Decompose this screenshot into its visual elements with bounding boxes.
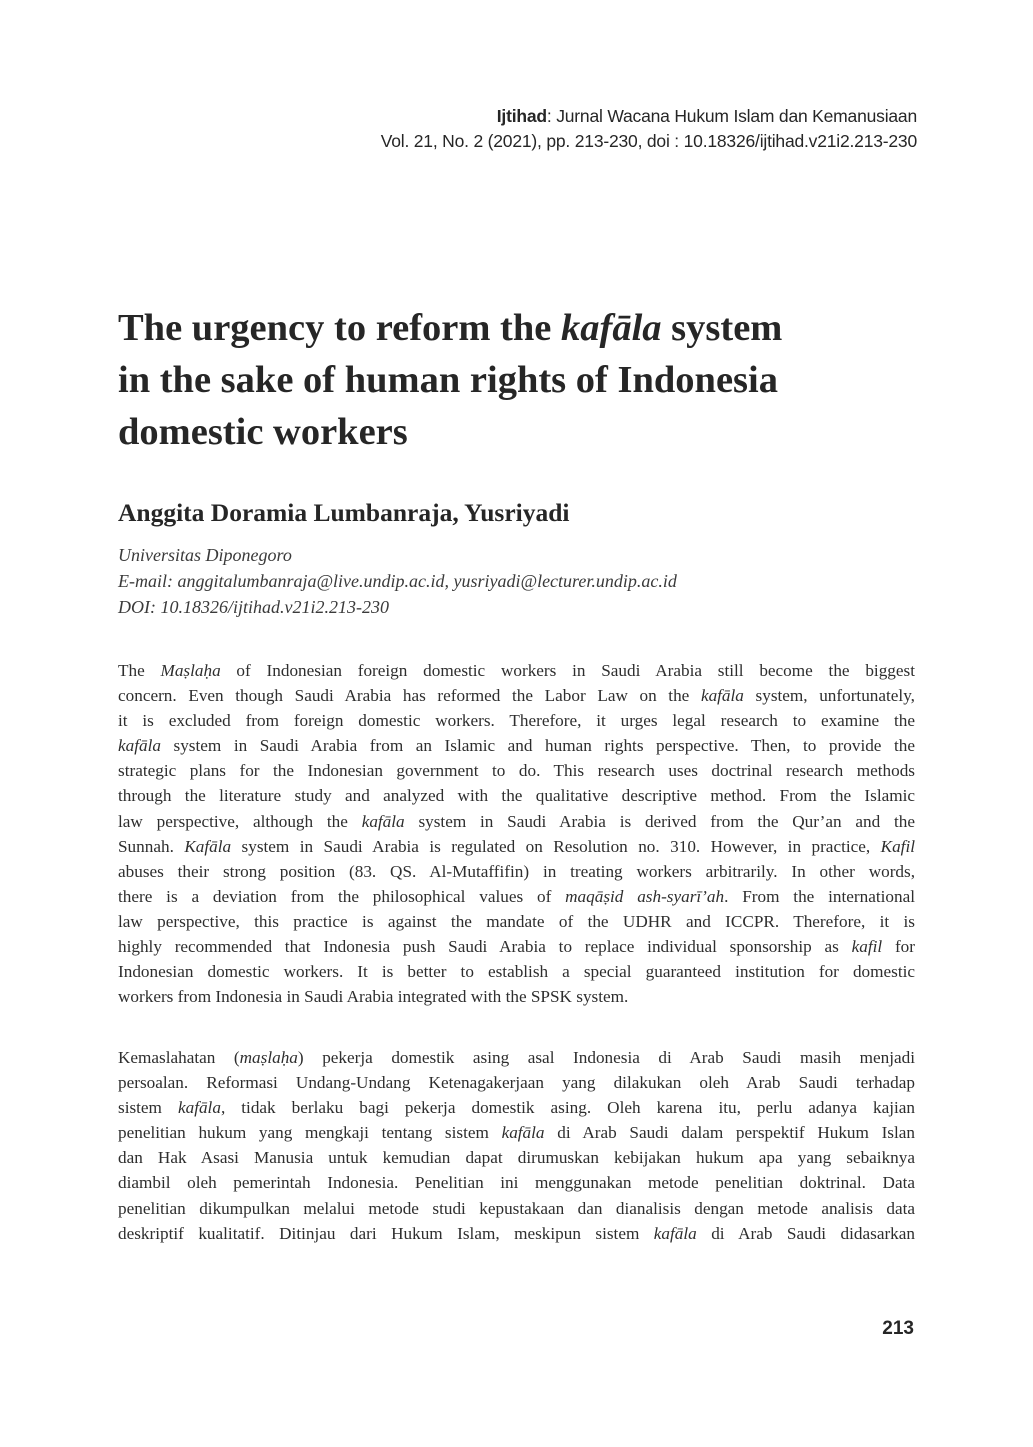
abstract-text: law perspective, this practice is against the mandate of the UDHR and ICCPR. Therefore, it is bbox=[118, 911, 915, 931]
title-line-2: in the sake of human rights of Indonesia bbox=[118, 359, 778, 401]
title-text: The urgency to reform the bbox=[118, 307, 561, 349]
article-title bbox=[118, 302, 918, 458]
abstract-indonesian bbox=[118, 1045, 915, 1246]
abstract-line bbox=[118, 783, 915, 808]
italic-term: maṣlaḥa bbox=[239, 1048, 298, 1067]
abstract-text: persoalan. Reformasi Undang-Undang Ketenagakerjaan yang dilakukan oleh Arab Saudi terhadap bbox=[118, 1073, 915, 1093]
italic-term: kafāla bbox=[653, 1223, 697, 1243]
abstract-line bbox=[118, 809, 915, 834]
italic-term: kafāla bbox=[501, 1123, 545, 1143]
abstract-english bbox=[118, 658, 915, 1009]
author-emails: E-mail: anggitalumbanraja@live.undip.ac.id, yusriyadi@lecturer.undip.ac.id bbox=[118, 571, 677, 591]
abstract-text: there is a deviation from the philosophical values of bbox=[118, 886, 566, 906]
italic-term: Maṣlaḥa bbox=[160, 661, 221, 680]
abstract-text: strategic plans for the Indonesian government to do. This research uses doctrinal research methods bbox=[118, 761, 915, 781]
abstract-text: highly recommended that Indonesia push Saudi Arabia to replace individual sponsorship as bbox=[118, 937, 852, 957]
abstract-text: system in Saudi Arabia is regulated on Resolution no. 310. However, in practice, bbox=[231, 836, 881, 856]
abstract-text: . From the international bbox=[724, 886, 915, 906]
journal-name: Ijtihad bbox=[496, 106, 547, 126]
abstract-text: , tidak berlaku bagi pekerja domestik asing. Oleh karena itu, perlu adanya kajian bbox=[220, 1098, 915, 1118]
abstract-line bbox=[118, 1045, 915, 1070]
abstract-line bbox=[118, 1070, 915, 1095]
abstract-text: through the literature study and analyzed with the qualitative descriptive method. From the Islamic bbox=[118, 786, 915, 806]
title-line-3: domestic workers bbox=[118, 411, 408, 453]
abstract-line bbox=[118, 859, 915, 884]
abstract-text: The bbox=[118, 661, 161, 680]
abstract-text: di Arab Saudi didasarkan bbox=[696, 1223, 915, 1243]
title-line-1 bbox=[118, 302, 918, 354]
abstract-text: concern. Even though Saudi Arabia has reformed the Labor Law on the bbox=[118, 686, 701, 706]
article-authors: Anggita Doramia Lumbanraja, Yusriyadi bbox=[118, 498, 570, 527]
abstract-text: system in Saudi Arabia is derived from the Qur’an and the bbox=[404, 811, 915, 831]
abstract-text: di Arab Saudi dalam perspektif Hukum Islan bbox=[544, 1123, 915, 1143]
abstract-line bbox=[118, 1145, 915, 1170]
abstract-text: dan Hak Asasi Manusia untuk kemudian dapat dirumuskan kebijakan hukum apa yang sebaiknya bbox=[118, 1148, 915, 1168]
italic-term: kafil bbox=[851, 937, 883, 957]
italic-term: maqāṣid ash-syarī’ah bbox=[565, 886, 725, 906]
abstract-line bbox=[118, 834, 915, 859]
italic-term: kafāla bbox=[177, 1098, 221, 1118]
abstract-line bbox=[118, 658, 915, 683]
abstract-line bbox=[118, 934, 915, 959]
journal-header bbox=[381, 104, 917, 154]
abstract-text: workers from Indonesia in Saudi Arabia integrated with the SPSK system. bbox=[118, 987, 629, 1007]
abstract-line bbox=[118, 683, 915, 708]
abstract-text: system in Saudi Arabia from an Islamic and human rights perspective. Then, to provide the bbox=[160, 736, 915, 756]
abstract-text: Indonesian domestic workers. It is better to establish a special guaranteed institution for domestic bbox=[118, 962, 915, 982]
abstract-line bbox=[118, 984, 915, 1009]
title-text: system bbox=[661, 307, 783, 349]
italic-term: Kafāla bbox=[184, 836, 232, 856]
abstract-line bbox=[118, 1221, 915, 1246]
journal-citation: Vol. 21, No. 2 (2021), pp. 213-230, doi : 10.18326/ijtihad.v21i2.213-230 bbox=[380, 131, 917, 151]
abstract-text: it is excluded from foreign domestic workers. Therefore, it urges legal research to examine the bbox=[118, 711, 915, 731]
abstract-text: of Indonesian foreign domestic workers in Saudi Arabia still become the biggest bbox=[220, 661, 915, 680]
abstract-text: system, unfortunately, bbox=[743, 686, 915, 706]
abstract-text: law perspective, although the bbox=[118, 811, 362, 831]
abstract-line bbox=[118, 909, 915, 934]
italic-term: kafāla bbox=[361, 811, 405, 831]
institution: Universitas Diponegoro bbox=[118, 545, 292, 565]
abstract-text: Sunnah. bbox=[118, 836, 185, 856]
abstract-line bbox=[118, 1170, 915, 1195]
title-italic-term: kafāla bbox=[561, 307, 662, 349]
abstract-text: penelitian hukum yang mengkaji tentang sistem bbox=[118, 1123, 502, 1143]
abstract-line bbox=[118, 884, 915, 909]
abstract-text: sistem bbox=[118, 1098, 178, 1118]
abstract-line bbox=[118, 1120, 915, 1145]
journal-title-line bbox=[381, 104, 917, 129]
abstract-text: penelitian dikumpulkan melalui metode studi kepustakaan dan dianalisis dengan metode analisis data bbox=[118, 1198, 915, 1218]
article-doi: DOI: 10.18326/ijtihad.v21i2.213-230 bbox=[118, 597, 389, 617]
italic-term: kafāla bbox=[118, 736, 161, 756]
abstract-text: Kemaslahatan ( bbox=[118, 1048, 240, 1067]
abstract-line bbox=[118, 959, 915, 984]
abstract-text: ) pekerja domestik asing asal Indonesia di Arab Saudi masih menjadi bbox=[297, 1048, 915, 1067]
italic-term: Kafil bbox=[880, 836, 916, 856]
journal-subtitle: : Jurnal Wacana Hukum Islam dan Kemanusiaan bbox=[546, 106, 917, 126]
affiliation-block bbox=[118, 542, 677, 620]
abstract-line bbox=[118, 1196, 915, 1221]
abstract-text: abuses their strong position (83. QS. Al-Mutaffifin) in treating workers arbitrarily. In other words, bbox=[118, 861, 915, 881]
italic-term: kafāla bbox=[700, 686, 744, 706]
abstract-text: diambil oleh pemerintah Indonesia. Penelitian ini menggunakan metode penelitian doktrinal. Data bbox=[118, 1173, 915, 1193]
abstract-line bbox=[118, 758, 915, 783]
abstract-text: deskriptif kualitatif. Ditinjau dari Hukum Islam, meskipun sistem bbox=[118, 1223, 654, 1243]
abstract-line bbox=[118, 1095, 915, 1120]
abstract-text: for bbox=[882, 937, 915, 957]
abstract-line bbox=[118, 733, 915, 758]
page-number: 213 bbox=[882, 1318, 914, 1339]
abstract-line bbox=[118, 708, 915, 733]
